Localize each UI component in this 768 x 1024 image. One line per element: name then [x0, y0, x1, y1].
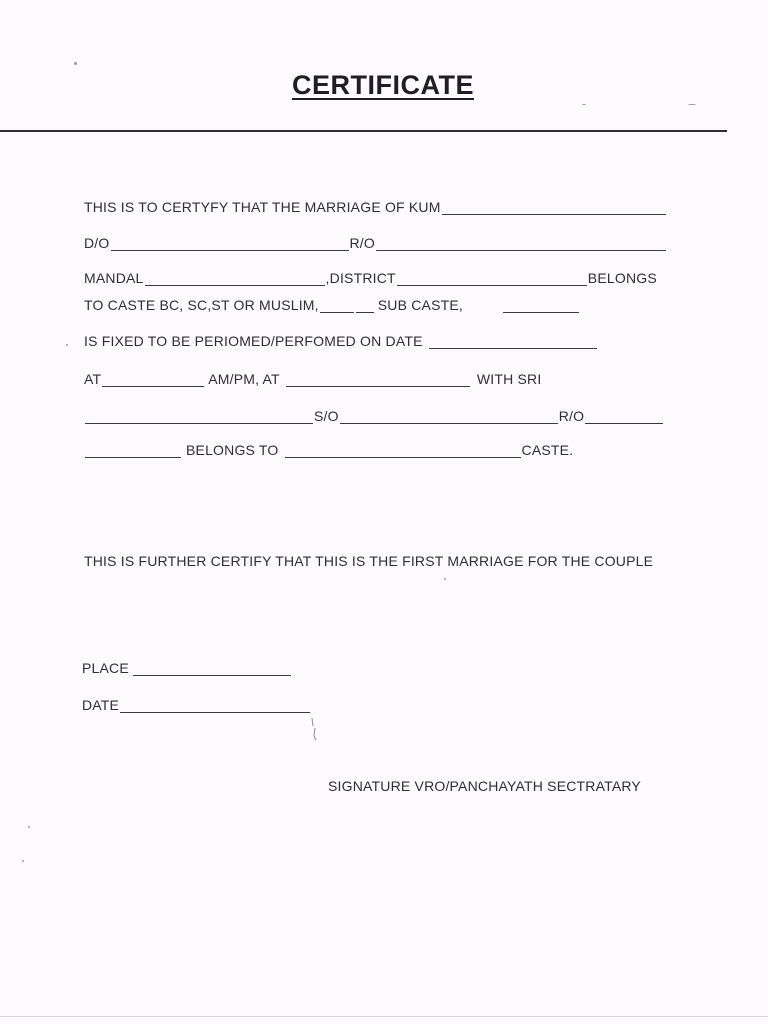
daughter-of-line [84, 235, 667, 251]
mandal-label: MANDAL [84, 270, 144, 286]
date-fixed-label: IS FIXED TO BE PERIOMED/PERFOMED ON DATE [84, 333, 423, 349]
caste-blank[interactable] [320, 300, 354, 313]
belongs-to-label: BELONGS TO [186, 442, 279, 458]
scan-speck [22, 860, 24, 862]
marriage-of-label: THIS IS TO CERTYFY THAT THE MARRIAGE OF KUM [84, 199, 441, 215]
groom-caste-blank[interactable] [285, 445, 521, 458]
mandal-blank[interactable] [145, 273, 325, 286]
groom-residence-blank[interactable] [585, 411, 663, 424]
scan-speck [66, 344, 68, 346]
father-name-blank[interactable] [111, 238, 349, 251]
pen-mark [310, 716, 318, 742]
son-of-label: S/O [314, 408, 339, 424]
scan-speck [582, 104, 586, 105]
with-sri-label: WITH SRI [476, 371, 542, 387]
date-blank[interactable] [120, 700, 310, 713]
district-label: ,DISTRICT [325, 270, 396, 286]
certificate-title: CERTIFICATE [292, 70, 474, 100]
title-divider [0, 130, 727, 132]
district-blank[interactable] [397, 273, 587, 286]
place-blank[interactable] [133, 663, 291, 676]
groom-caste-line [84, 442, 573, 458]
marriage-of-line [84, 199, 667, 215]
time-blank[interactable] [102, 374, 204, 387]
scan-speck [688, 104, 696, 105]
residence-blank[interactable] [376, 238, 666, 251]
ampm-label: AM/PM, AT [208, 371, 280, 387]
son-of-line [84, 408, 664, 424]
scan-speck [74, 62, 77, 65]
first-marriage-line [84, 553, 653, 569]
date-line [82, 697, 311, 713]
scan-speck [28, 826, 30, 828]
sub-caste-label: SUB CASTE, [377, 297, 464, 313]
scan-edge [0, 1016, 768, 1017]
resident-of-label: R/O [349, 235, 375, 251]
groom-father-blank[interactable] [340, 411, 558, 424]
caste-blank-2[interactable] [356, 300, 374, 313]
place-label: PLACE [82, 660, 129, 676]
bride-name-blank[interactable] [442, 202, 666, 215]
groom-extra-blank[interactable] [85, 445, 181, 458]
place-line [82, 660, 292, 676]
caste-label: TO CASTE BC, SC,ST OR MUSLIM, [84, 297, 319, 313]
groom-name-blank[interactable] [85, 411, 313, 424]
scan-speck [444, 578, 446, 580]
venue-blank[interactable] [286, 374, 470, 387]
at-label: AT [84, 371, 102, 387]
mandal-line [84, 270, 657, 286]
time-place-line [84, 371, 541, 387]
caste-end-label: CASTE. [521, 442, 574, 458]
first-marriage-text: THIS IS FURTHER CERTIFY THAT THIS IS THE FIRST MARRIAGE FOR THE COUPLE [84, 553, 654, 569]
date-fixed-line [84, 333, 598, 349]
marriage-date-blank[interactable] [429, 336, 597, 349]
belongs-label: BELONGS [587, 270, 657, 286]
sub-caste-blank[interactable] [503, 300, 579, 313]
caste-line [84, 297, 580, 313]
daughter-of-label: D/O [84, 235, 110, 251]
signature-label: SIGNATURE VRO/PANCHAYATH SECTRATARY [328, 778, 641, 794]
groom-resident-label: R/O [558, 408, 585, 424]
date-label: DATE [82, 697, 120, 713]
